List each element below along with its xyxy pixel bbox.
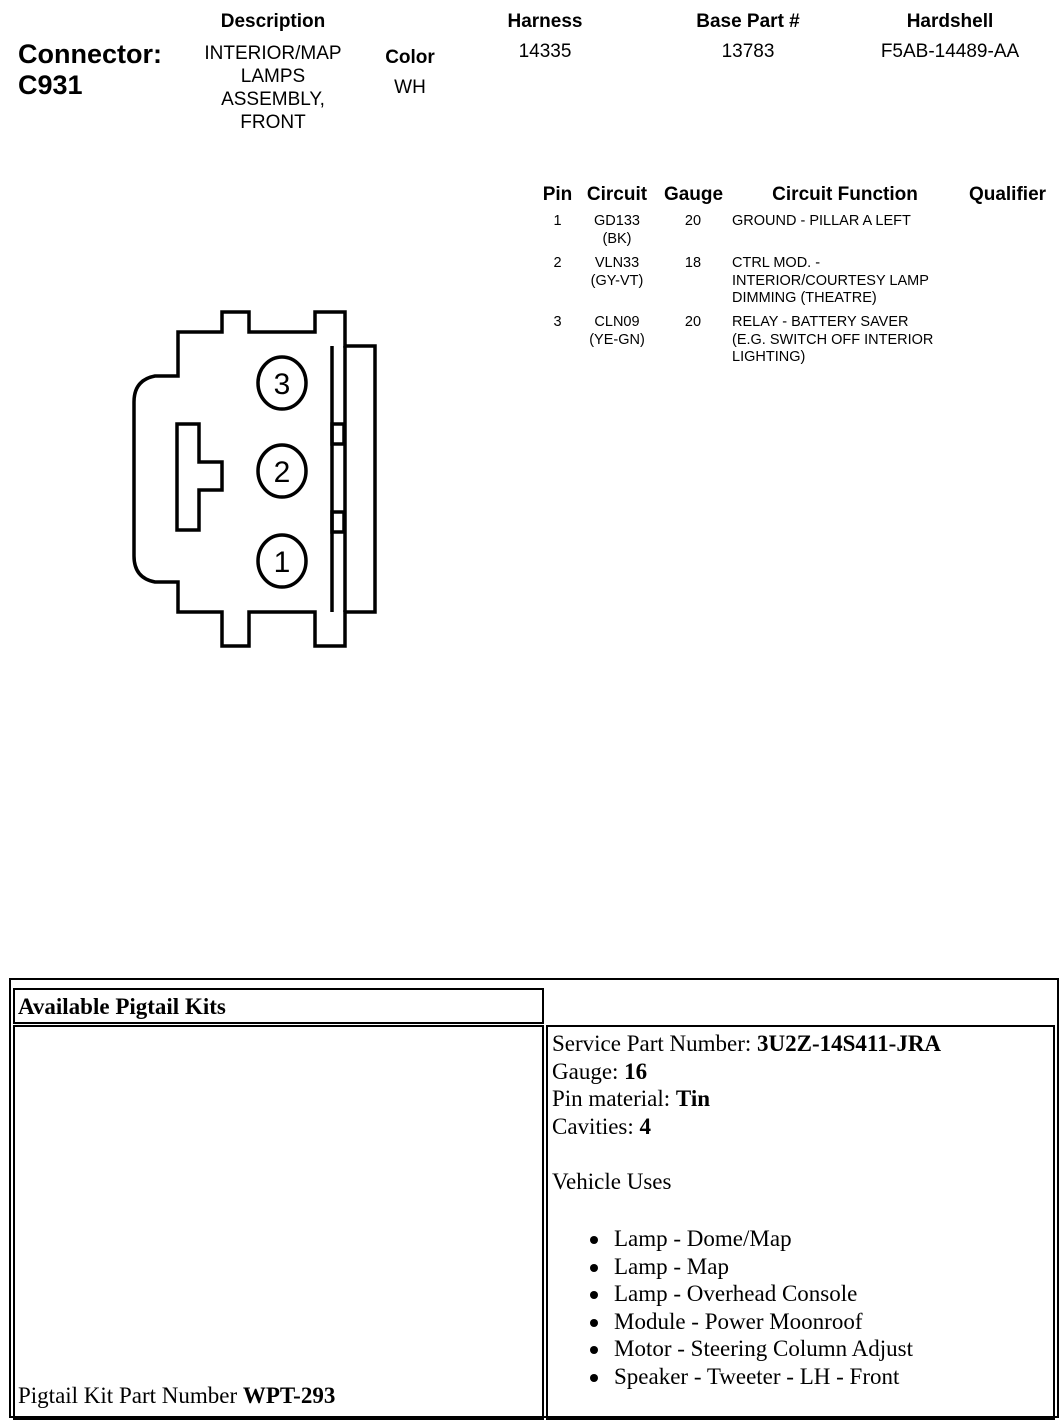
row1-pin: 1: [553, 213, 562, 229]
gauge-label: Gauge:: [552, 1058, 625, 1084]
connector-label-text: Connector:: [18, 39, 162, 69]
vehicle-uses-list: [552, 1225, 1042, 1390]
pigtail-kit-part-label: Pigtail Kit Part Number: [18, 1383, 243, 1408]
pigtail-title: Available Pigtail Kits: [18, 994, 226, 1019]
connector-key: [177, 424, 222, 530]
cavities-value: 4: [639, 1113, 652, 1139]
pin-3-label: 3: [273, 368, 291, 401]
row2-circuit: VLN33 (GY-VT): [590, 255, 644, 289]
pigtail-right-cell: [546, 1025, 1055, 1420]
base-part-value: 13783: [721, 41, 775, 62]
pigtail-title-cell: [13, 988, 544, 1024]
row1-circuit: GD133 (BK): [594, 213, 640, 247]
connector-housing-outline: [134, 312, 375, 646]
pin-material-value: Tin: [675, 1086, 711, 1111]
row3-gauge: 20: [684, 314, 702, 330]
service-part-line: [552, 1030, 941, 1058]
color-label: Color: [385, 47, 435, 68]
row2-gauge: 18: [684, 255, 702, 271]
pigtail-kit-part: [18, 1382, 335, 1410]
pin-2-label: 2: [273, 456, 291, 489]
col-circuit: Circuit: [586, 184, 648, 205]
pigtail-left-cell: [13, 1025, 544, 1420]
vehicle-use-item: Module - Power Moonroof: [552, 1308, 1042, 1336]
row3-function: RELAY - BATTERY SAVER (E.G. SWITCH OFF INTERIOR LIGHTING): [732, 314, 934, 365]
color-value: WH: [394, 77, 426, 98]
vehicle-use-item: Lamp - Overhead Console: [552, 1280, 1042, 1308]
vehicle-uses-label: Vehicle Uses: [552, 1169, 672, 1194]
row2-pin: 2: [553, 255, 562, 271]
base-part-label: Base Part #: [696, 11, 800, 32]
pin-1-label: 1: [273, 546, 291, 579]
row1-gauge: 20: [684, 213, 702, 229]
vehicle-use-item: Lamp - Map: [552, 1253, 1042, 1281]
service-part-label: Service Part Number:: [552, 1031, 758, 1056]
harness-label: Harness: [507, 11, 583, 32]
cavities-label: Cavities:: [552, 1113, 640, 1139]
gauge-line: [552, 1058, 647, 1086]
description-value: INTERIOR/MAP LAMPS ASSEMBLY, FRONT: [204, 43, 342, 133]
vehicle-use-item: Lamp - Dome/Map: [552, 1225, 1042, 1253]
col-circuit-function: Circuit Function: [772, 184, 918, 205]
col-pin: Pin: [542, 184, 573, 205]
cavities-line: [552, 1113, 651, 1141]
pin-material-line: [552, 1085, 710, 1113]
harness-value: 14335: [518, 41, 572, 62]
pin-material-label: Pin material:: [552, 1086, 676, 1111]
row3-pin: 3: [553, 314, 562, 330]
vehicle-use-item: Motor - Steering Column Adjust: [552, 1335, 1042, 1363]
connector-face-diagram: [0, 0, 1064, 700]
col-gauge: Gauge: [663, 184, 724, 205]
latch-tab-upper: [332, 424, 344, 444]
col-qualifier: Qualifier: [968, 184, 1047, 205]
connector-latch-wall: [332, 346, 345, 612]
service-part-value: 3U2Z-14S411-JRA: [757, 1031, 942, 1056]
hardshell-label: Hardshell: [906, 11, 994, 32]
hardshell-value: F5AB-14489-AA: [880, 41, 1020, 62]
row3-circuit: CLN09 (YE-GN): [589, 314, 645, 348]
row2-function: CTRL MOD. - INTERIOR/COURTESY LAMP DIMMING (THEATRE): [732, 255, 929, 306]
pigtail-kit-part-value: WPT-293: [242, 1383, 336, 1408]
description-label: Description: [220, 11, 326, 32]
vehicle-use-item: Speaker - Tweeter - LH - Front: [552, 1363, 1042, 1391]
gauge-value: 16: [624, 1058, 648, 1084]
connector-id: C931: [18, 70, 83, 100]
latch-tab-lower: [332, 512, 344, 532]
row1-function: GROUND - PILLAR A LEFT: [732, 213, 911, 229]
